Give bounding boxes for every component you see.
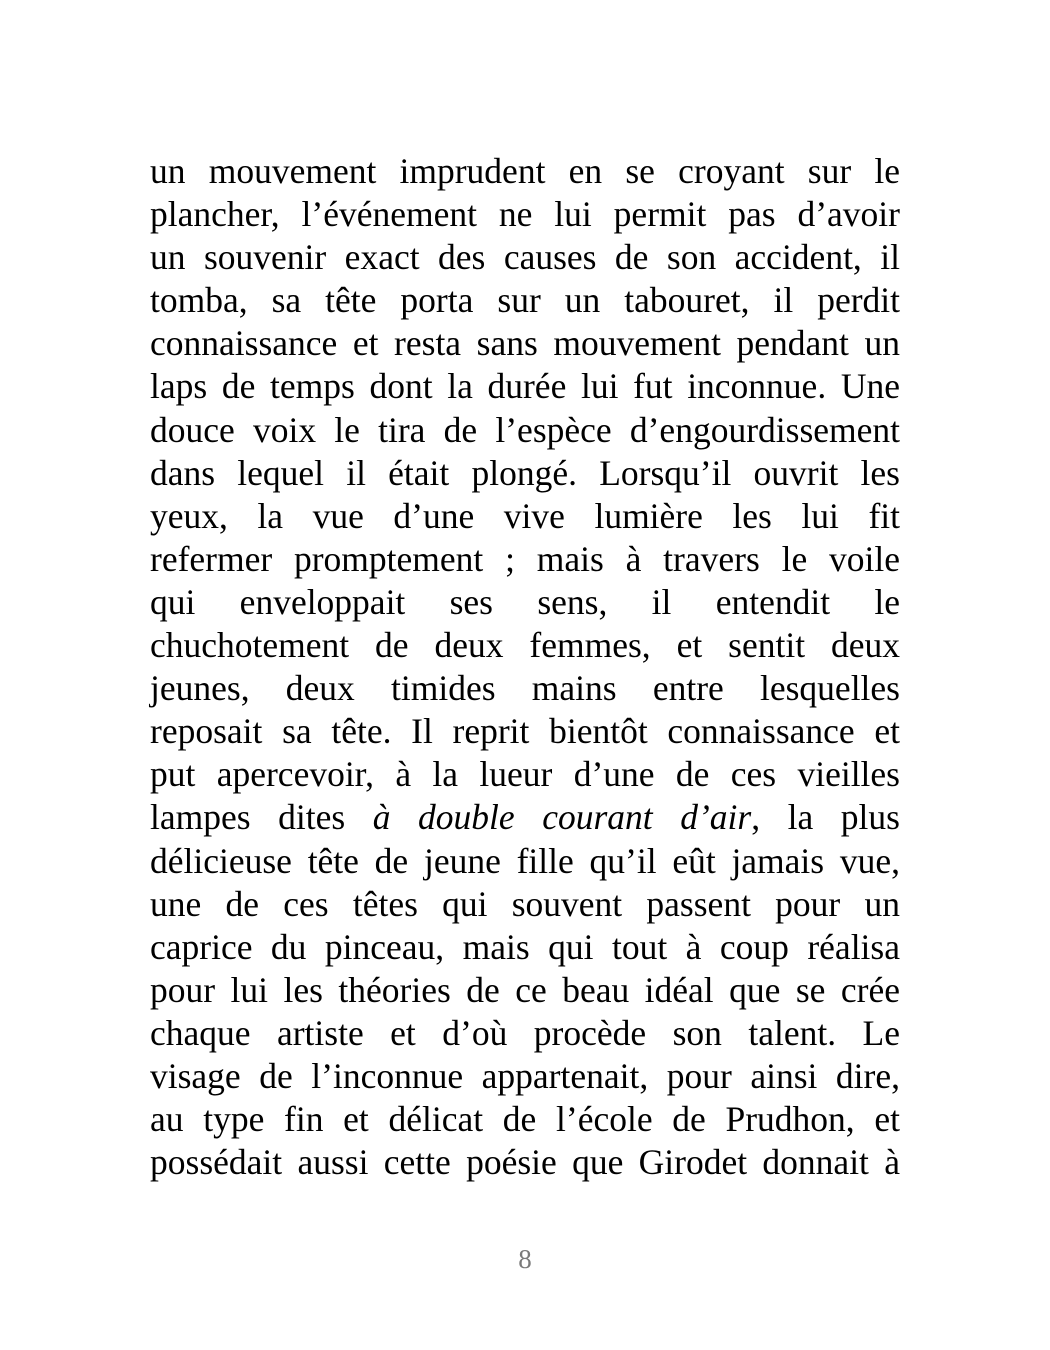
text-line: qui enveloppait ses sens, il entendit le xyxy=(150,581,900,622)
italic-phrase: à double courant d’air xyxy=(372,797,752,838)
text-line: caprice du pinceau, mais qui tout à coup réalisa xyxy=(150,926,900,967)
text-segment: , la plus xyxy=(751,797,900,838)
page-number: 8 xyxy=(518,1244,532,1274)
text-line: put apercevoir, à la lueur d’une de ces vieilles xyxy=(150,754,900,795)
text-line: au type fin et délicat de l’école de Prudhon, et xyxy=(150,1099,900,1140)
text-line: possédait aussi cette poésie que Girodet donnait à xyxy=(150,1142,900,1183)
text-line: connaissance et resta sans mouvement pendant un xyxy=(150,323,900,364)
text-line: refermer promptement ; mais à travers le voile xyxy=(150,538,900,579)
text-line: yeux, la vue d’une vive lumière les lui fit xyxy=(150,495,900,536)
text-line: plancher, l’événement ne lui permit pas d’avoir xyxy=(150,194,900,235)
text-line: laps de temps dont la durée lui fut inconnue. Une xyxy=(150,366,900,407)
page-text xyxy=(150,150,900,1184)
text-line: dans lequel il était plongé. Lorsqu’il ouvrit les xyxy=(150,452,900,493)
text-line: jeunes, deux timides mains entre lesquelles xyxy=(150,668,900,709)
text-line-with-italic xyxy=(150,796,900,839)
text-line: visage de l’inconnue appartenait, pour ainsi dire, xyxy=(150,1055,900,1096)
text-line: une de ces têtes qui souvent passent pour un xyxy=(150,883,900,924)
text-line: tomba, sa tête porta sur un tabouret, il perdit xyxy=(150,280,900,321)
text-line: chaque artiste et d’où procède son talent. Le xyxy=(150,1012,900,1053)
text-segment: lampes dites xyxy=(150,797,373,838)
text-line: reposait sa tête. Il reprit bientôt connaissance et xyxy=(150,711,900,752)
text-line: un mouvement imprudent en se croyant sur le xyxy=(150,151,900,191)
text-line: un souvenir exact des causes de son accident, il xyxy=(150,237,900,278)
text-line: pour lui les théories de ce beau idéal que se crée xyxy=(150,969,900,1010)
text-line: chuchotement de deux femmes, et sentit deux xyxy=(150,625,900,666)
text-line: douce voix le tira de l’espèce d’engourdissement xyxy=(150,409,900,450)
text-line: délicieuse tête de jeune fille qu’il eût jamais vue, xyxy=(150,840,900,881)
